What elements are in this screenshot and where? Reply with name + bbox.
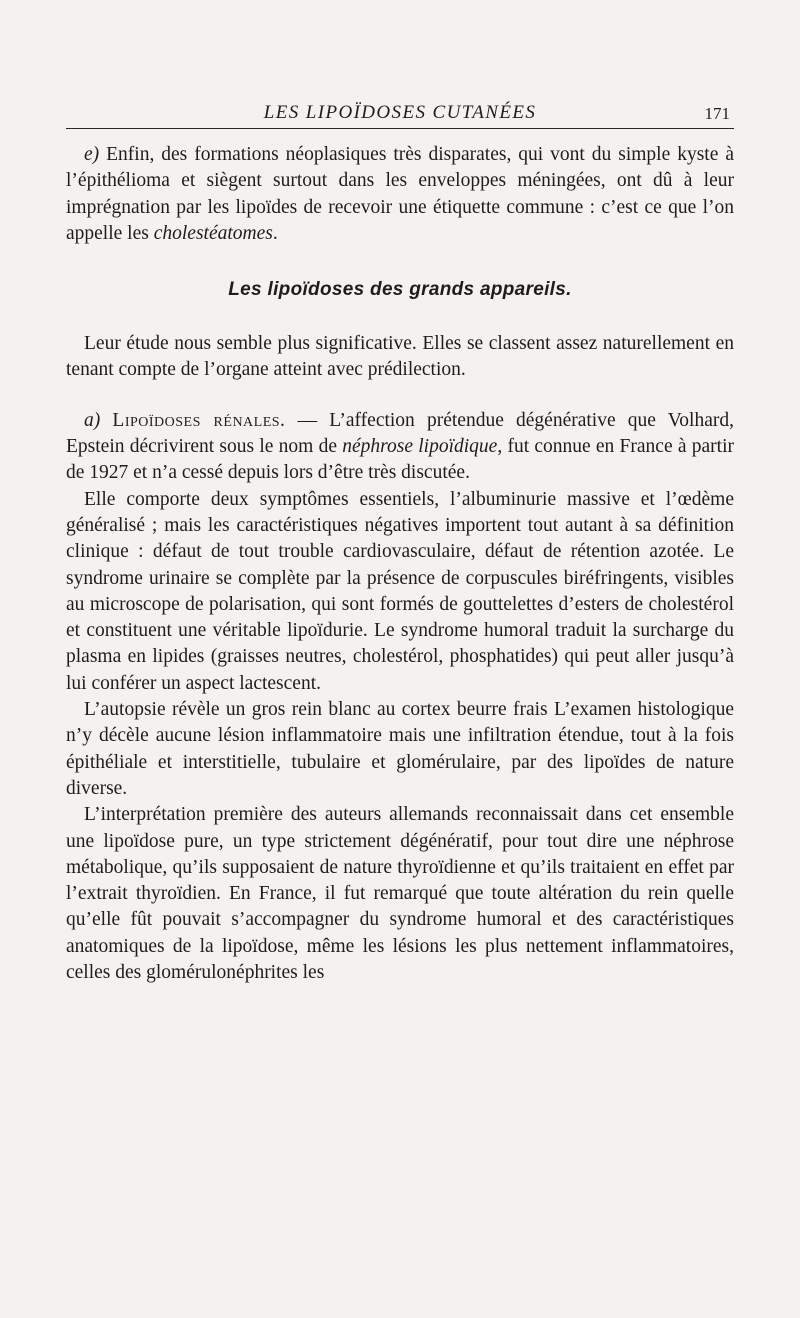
- paragraph-a-text-after: , fut connue en France à partir de 1927 et n’a cessé depuis lors d’être très discutée.: [66, 436, 734, 484]
- running-header: [66, 94, 734, 129]
- running-title: LES LIPOÏDOSES CUTANÉES: [263, 102, 537, 123]
- paragraph-marker-e: e): [84, 144, 100, 165]
- body-paragraph: L’autopsie révèle un gros rein blanc au cortex beurre frais L’examen histologique n’y décèle aucune lésion inflammatoire mais une infiltration étendue, tout à la fois épithéliale et interstitielle, tubulaire et glomérulaire, par des lipoïdes de nature diverse.: [66, 699, 734, 799]
- subsection-heading: Lipoïdoses rénales.: [112, 409, 286, 431]
- paragraph-e-text: Enfin, des formations néoplasiques très disparates, qui vont du simple kyste à l’épithélioma et siègent surtout dans les enveloppes méningées, ont dû à leur imprégnation par les lipoïdes de recevoir une étiquette commune : c’est ce que l’on appelle les: [66, 144, 734, 244]
- page-number: 171: [704, 104, 730, 123]
- paragraph-marker-a: a): [84, 409, 101, 431]
- body-paragraph: Elle comporte deux symptômes essentiels, l’albuminurie massive et l’œdème généralisé ; mais les caractéristiques négatives importent tout autant à sa définition clinique : défaut de tout trouble cardiovasculaire, défaut de rétention azotée. Le syndrome urinaire se complète par la présence de corpuscules biréfringents, visibles au microscope de polarisation, qui sont formés de gouttelettes d’esters de cholestérol et constituent une véritable lipoïdurie. Le syndrome humoral traduit la surcharge du plasma en lipides (graisses neutres, cholestérol, phosphatides) qui peut aller jusqu’à lui conférer un aspect lactescent.: [66, 488, 734, 694]
- term-nephrose-lipoidique: néphrose lipoïdique: [342, 436, 498, 458]
- paragraph-a: [66, 408, 734, 487]
- term-cholesteatomes: cholestéatomes: [153, 222, 273, 244]
- paragraph-e: [66, 142, 734, 247]
- paragraph-a-text-before: — L’affection prétendue dégénérative que Volhard, Epstein décrivirent sous le nom de: [66, 409, 734, 458]
- section-title: Les lipoïdoses des grands appareils.: [228, 279, 572, 301]
- book-page: [66, 94, 734, 986]
- body-paragraph: L’interprétation première des auteurs allemands reconnaissait dans cet ensemble une lipoïdose pure, un type strictement dégénératif, pour tout dire une néphrose métabolique, qu’ils supposaient de nature thyroïdienne et qu’ils traitaient en effet par l’extrait thyroïdien. En France, il fut remarqué que toute altération du rein quelle qu’elle fût pouvait s’accompagner du syndrome humoral et des caractéristiques anatomiques de la lipoïdose, même les lésions les plus nettement inflammatoires, celles des glomérulonéphrites les: [66, 804, 734, 984]
- paragraph-e-end: .: [272, 222, 278, 244]
- intro-paragraph: Leur étude nous semble plus significative. Elles se classent assez naturellement en tenant compte de l’organe atteint avec prédilection.: [66, 333, 734, 381]
